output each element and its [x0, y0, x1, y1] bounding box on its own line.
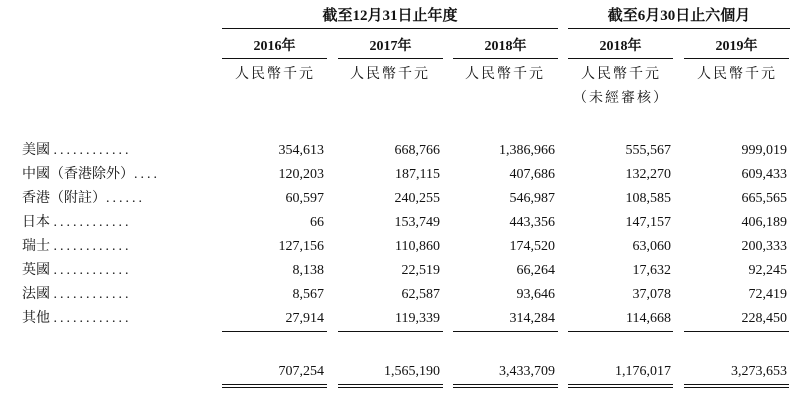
total-2016: 707,254: [278, 364, 324, 379]
subtotal-rule-2017: [338, 331, 443, 332]
unit-label-2018: 人民幣千元: [465, 67, 545, 82]
total-2018: 3,433,709: [499, 364, 555, 379]
column-header-2019-h1: 2019年: [684, 36, 789, 59]
cell-japan-2016: 66: [310, 215, 324, 230]
cell-japan-2018-h1: 147,157: [625, 215, 671, 230]
row-label-france: 法國 ............: [22, 287, 132, 302]
row-label-japan: 日本 ............: [22, 215, 132, 230]
unit-label-2018-h1: 人民幣千元: [581, 67, 661, 82]
cell-japan-2018: 443,356: [509, 215, 555, 230]
cell-hong-kong-2016: 60,597: [285, 191, 324, 206]
column-header-2018-h1: 2018年: [568, 36, 673, 59]
cell-switzerland-2017: 110,860: [395, 239, 440, 254]
cell-others-2019-h1: 228,450: [741, 311, 787, 326]
unit-label-2016: 人民幣千元: [235, 67, 315, 82]
total-double-rule-2018: [453, 384, 558, 388]
total-2018-h1: 1,176,017: [615, 364, 671, 379]
unit-label-2017: 人民幣千元: [350, 67, 430, 82]
cell-france-2019-h1: 72,419: [748, 287, 787, 302]
cell-switzerland-2018: 174,520: [509, 239, 555, 254]
cell-others-2017: 119,339: [395, 311, 440, 326]
cell-usa-2017: 668,766: [394, 143, 440, 158]
cell-china-2019-h1: 609,433: [741, 167, 787, 182]
cell-china-2017: 187,115: [395, 167, 440, 182]
group-header-year-ended: 截至12月31日止年度: [222, 4, 558, 29]
cell-japan-2019-h1: 406,189: [741, 215, 787, 230]
subtotal-rule-2019-h1: [684, 331, 789, 332]
column-header-2018: 2018年: [453, 36, 558, 59]
column-header-2016: 2016年: [222, 36, 327, 59]
total-2017: 1,565,190: [384, 364, 440, 379]
row-label-switzerland: 瑞士 ............: [22, 239, 132, 254]
cell-others-2018-h1: 114,668: [626, 311, 671, 326]
subtotal-rule-2016: [222, 331, 327, 332]
group-header-six-months: 截至6月30日止六個月: [568, 4, 790, 29]
cell-switzerland-2016: 127,156: [278, 239, 324, 254]
cell-hong-kong-2018-h1: 108,585: [625, 191, 671, 206]
row-label-hong-kong: 香港（附註）......: [22, 191, 145, 206]
cell-france-2016: 8,567: [292, 287, 324, 302]
unaudited-note: （未經審核）: [573, 91, 669, 106]
cell-japan-2017: 153,749: [394, 215, 440, 230]
row-label-uk: 英國 ............: [22, 263, 132, 278]
row-label-usa: 美國 ............: [22, 143, 132, 158]
total-double-rule-2016: [222, 384, 327, 388]
cell-switzerland-2019-h1: 200,333: [741, 239, 787, 254]
cell-france-2018: 93,646: [516, 287, 555, 302]
cell-uk-2016: 8,138: [292, 263, 324, 278]
row-label-china: 中國（香港除外）....: [22, 167, 160, 182]
unit-label-2019-h1: 人民幣千元: [697, 67, 777, 82]
cell-switzerland-2018-h1: 63,060: [632, 239, 671, 254]
cell-uk-2019-h1: 92,245: [748, 263, 787, 278]
cell-france-2017: 62,587: [401, 287, 440, 302]
cell-uk-2017: 22,519: [401, 263, 440, 278]
cell-usa-2016: 354,613: [278, 143, 324, 158]
cell-china-2018: 407,686: [509, 167, 555, 182]
total-2019-h1: 3,273,653: [731, 364, 787, 379]
total-double-rule-2019-h1: [684, 384, 789, 388]
subtotal-rule-2018-h1: [568, 331, 673, 332]
cell-china-2018-h1: 132,270: [625, 167, 671, 182]
cell-usa-2018: 1,386,966: [499, 143, 555, 158]
cell-others-2018: 314,284: [509, 311, 555, 326]
cell-uk-2018: 66,264: [516, 263, 555, 278]
cell-china-2016: 120,203: [278, 167, 324, 182]
subtotal-rule-2018: [453, 331, 558, 332]
cell-hong-kong-2019-h1: 665,565: [741, 191, 787, 206]
cell-hong-kong-2018: 546,987: [509, 191, 555, 206]
cell-hong-kong-2017: 240,255: [394, 191, 440, 206]
cell-others-2016: 27,914: [285, 311, 324, 326]
cell-france-2018-h1: 37,078: [632, 287, 671, 302]
cell-usa-2019-h1: 999,019: [741, 143, 787, 158]
row-label-others: 其他 ............: [22, 311, 132, 326]
cell-usa-2018-h1: 555,567: [625, 143, 671, 158]
total-double-rule-2018-h1: [568, 384, 673, 388]
total-double-rule-2017: [338, 384, 443, 388]
cell-uk-2018-h1: 17,632: [632, 263, 671, 278]
column-header-2017: 2017年: [338, 36, 443, 59]
